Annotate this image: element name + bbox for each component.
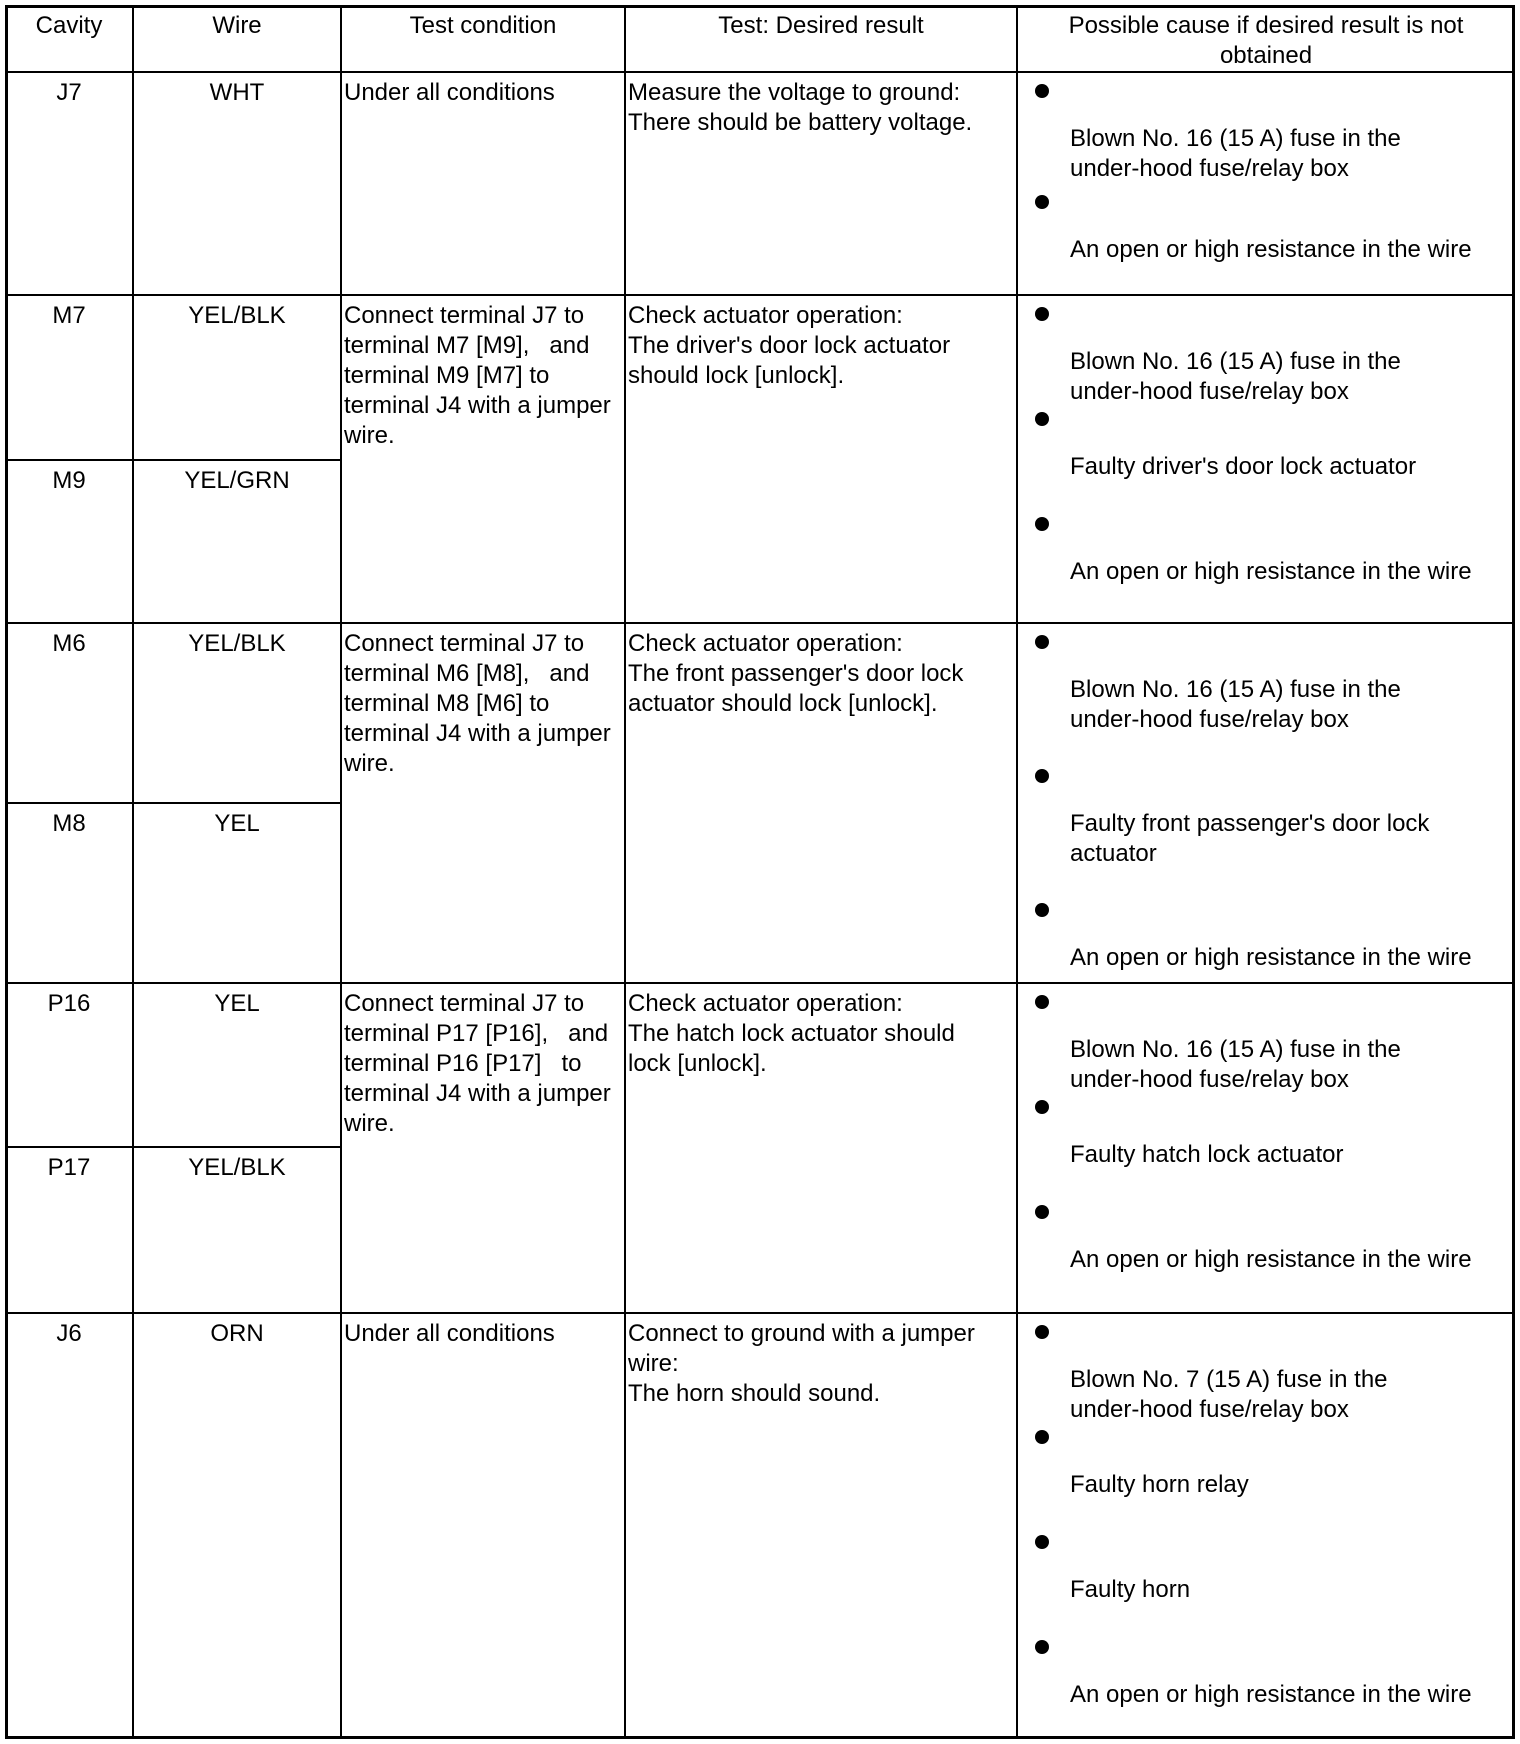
test-condition-line: terminal J4 with a jumper: [344, 1080, 611, 1107]
wire-cell: YEL/GRN: [184, 467, 290, 494]
possible-cause-line: actuator: [1070, 840, 1157, 867]
wire-cell: WHT: [209, 79, 265, 106]
possible-cause-line: under-hood fuse/relay box: [1070, 155, 1349, 182]
possible-cause-line: Blown No. 16 (15 A) fuse in the: [1070, 125, 1401, 152]
test-condition-line: terminal M8 [M6] to: [344, 690, 550, 717]
test-condition-line: terminal M9 [M7] to: [344, 362, 550, 389]
test-condition-line: terminal M7 [M9], and: [344, 332, 590, 359]
desired-result-line: The hatch lock actuator should: [628, 1020, 955, 1047]
bullet-icon: [1035, 307, 1049, 321]
possible-cause-line: Blown No. 16 (15 A) fuse in the: [1070, 676, 1401, 703]
possible-cause-line: under-hood fuse/relay box: [1070, 706, 1349, 733]
test-condition-line: Under all conditions: [344, 79, 555, 106]
bullet-icon: [1035, 903, 1049, 917]
test-condition-line: terminal J4 with a jumper: [344, 720, 611, 747]
header-wire: Wire: [212, 12, 262, 39]
desired-result-line: should lock [unlock].: [628, 362, 845, 389]
possible-cause-line: under-hood fuse/relay box: [1070, 1066, 1349, 1093]
bullet-icon: [1035, 1430, 1049, 1444]
possible-cause-line: under-hood fuse/relay box: [1070, 378, 1349, 405]
wire-cell: YEL/BLK: [188, 302, 286, 329]
test-condition-line: Connect terminal J7 to: [344, 302, 585, 329]
wire-cell: YEL: [214, 810, 260, 837]
test-condition-line: Connect terminal J7 to: [344, 990, 585, 1017]
desired-result-line: Check actuator operation:: [628, 990, 903, 1017]
subrow-separator: [5, 459, 341, 461]
bullet-icon: [1035, 195, 1049, 209]
possible-cause-line: Faulty horn relay: [1070, 1471, 1249, 1498]
desired-result-line: There should be battery voltage.: [628, 109, 973, 136]
cavity-cell: M6: [52, 630, 86, 657]
bullet-icon: [1035, 635, 1049, 649]
cavity-cell: J7: [56, 79, 82, 106]
test-condition-line: terminal J4 with a jumper: [344, 392, 611, 419]
header-possible-cause-line2: obtained: [1219, 42, 1313, 69]
subrow-separator: [5, 1146, 341, 1148]
test-condition-line: Connect terminal J7 to: [344, 630, 585, 657]
cavity-cell: P17: [47, 1154, 91, 1181]
column-separator: [132, 5, 134, 1739]
row-separator: [5, 982, 1515, 984]
cavity-cell: M7: [52, 302, 86, 329]
possible-cause-line: An open or high resistance in the wire: [1070, 236, 1472, 263]
desired-result-line: The horn should sound.: [628, 1380, 881, 1407]
test-condition-line: wire.: [344, 1110, 395, 1137]
wire-cell: YEL/BLK: [188, 630, 286, 657]
header-test-condition: Test condition: [409, 12, 557, 39]
bullet-icon: [1035, 1535, 1049, 1549]
possible-cause-line: An open or high resistance in the wire: [1070, 558, 1472, 585]
cavity-cell: M9: [52, 467, 86, 494]
desired-result-line: wire:: [628, 1350, 679, 1377]
test-condition-line: terminal M6 [M8], and: [344, 660, 590, 687]
row-separator: [5, 622, 1515, 624]
desired-result-line: The front passenger's door lock: [628, 660, 964, 687]
possible-cause-line: An open or high resistance in the wire: [1070, 1246, 1472, 1273]
test-condition-line: Under all conditions: [344, 1320, 555, 1347]
bullet-icon: [1035, 1325, 1049, 1339]
column-separator: [340, 5, 342, 1739]
bullet-icon: [1035, 769, 1049, 783]
header-separator: [5, 71, 1515, 73]
bullet-icon: [1035, 995, 1049, 1009]
test-condition-line: wire.: [344, 422, 395, 449]
header-desired-result: Test: Desired result: [718, 12, 924, 39]
possible-cause-line: Blown No. 16 (15 A) fuse in the: [1070, 1036, 1401, 1063]
test-condition-line: terminal P16 [P17] to: [344, 1050, 582, 1077]
cavity-cell: M8: [52, 810, 86, 837]
row-separator: [5, 1312, 1515, 1314]
desired-result-line: Connect to ground with a jumper: [628, 1320, 975, 1347]
row-separator: [5, 294, 1515, 296]
possible-cause-line: Faulty hatch lock actuator: [1070, 1141, 1344, 1168]
desired-result-line: Check actuator operation:: [628, 630, 903, 657]
bullet-icon: [1035, 1640, 1049, 1654]
table-frame: [5, 5, 1515, 1739]
possible-cause-line: Blown No. 16 (15 A) fuse in the: [1070, 348, 1401, 375]
cavity-cell: P16: [47, 990, 91, 1017]
possible-cause-line: Faulty horn: [1070, 1576, 1191, 1603]
bullet-icon: [1035, 84, 1049, 98]
wire-cell: YEL: [214, 990, 260, 1017]
cavity-cell: J6: [56, 1320, 82, 1347]
possible-cause-line: An open or high resistance in the wire: [1070, 1681, 1472, 1708]
column-separator: [624, 5, 626, 1739]
header-possible-cause: Possible cause if desired result is not: [1068, 12, 1464, 39]
possible-cause-line: Faulty front passenger's door lock: [1070, 810, 1430, 837]
desired-result-line: Measure the voltage to ground:: [628, 79, 961, 106]
possible-cause-line: An open or high resistance in the wire: [1070, 944, 1472, 971]
possible-cause-line: under-hood fuse/relay box: [1070, 1396, 1349, 1423]
desired-result-line: actuator should lock [unlock].: [628, 690, 938, 717]
bullet-icon: [1035, 1205, 1049, 1219]
wire-cell: YEL/BLK: [188, 1154, 286, 1181]
test-condition-line: terminal P17 [P16], and: [344, 1020, 609, 1047]
wire-cell: ORN: [210, 1320, 264, 1347]
desired-result-line: lock [unlock].: [628, 1050, 767, 1077]
bullet-icon: [1035, 1100, 1049, 1114]
header-cavity: Cavity: [35, 12, 103, 39]
column-separator: [1016, 5, 1018, 1739]
possible-cause-line: Blown No. 7 (15 A) fuse in the: [1070, 1366, 1388, 1393]
bullet-icon: [1035, 412, 1049, 426]
bullet-icon: [1035, 517, 1049, 531]
desired-result-line: The driver's door lock actuator: [628, 332, 951, 359]
desired-result-line: Check actuator operation:: [628, 302, 903, 329]
test-condition-line: wire.: [344, 750, 395, 777]
possible-cause-line: Faulty driver's door lock actuator: [1070, 453, 1417, 480]
subrow-separator: [5, 802, 341, 804]
